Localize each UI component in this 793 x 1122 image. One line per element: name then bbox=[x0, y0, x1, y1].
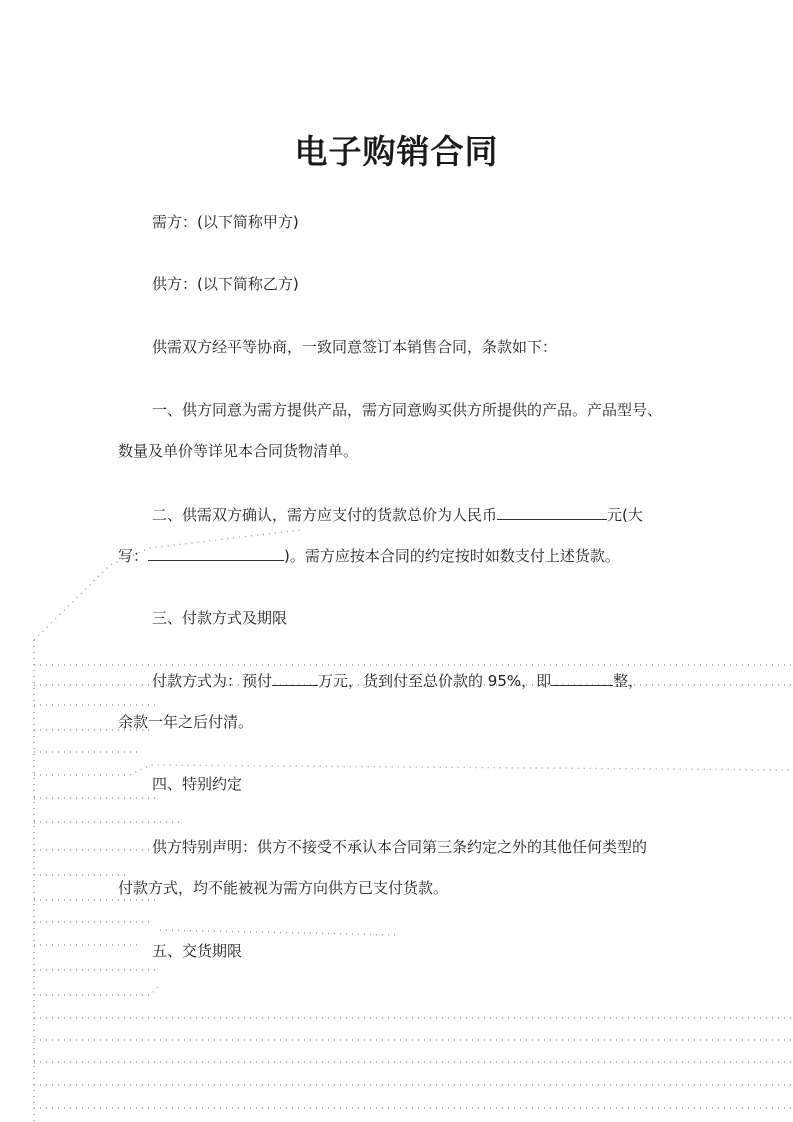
clause3-line1 bbox=[152, 670, 643, 692]
contract-title: 电子购销合同 bbox=[294, 132, 499, 171]
total-price-uppercase-blank[interactable] bbox=[148, 545, 284, 561]
payment-middle: 万元，货到付至总价款的 95%，即 bbox=[318, 672, 552, 690]
clause2-line1-suffix: 元(大 bbox=[607, 506, 643, 524]
clause2-line2-prefix: 写： bbox=[118, 547, 149, 565]
buyer-line: 需方：(以下简称甲方) bbox=[152, 213, 299, 231]
payment-amount-blank[interactable] bbox=[551, 670, 613, 686]
clause4-line1: 供方特别声明：供方不接受不承认本合同第三条约定之外的其他任何类型的 bbox=[152, 838, 648, 856]
clause1-line2: 数量及单价等详见本合同货物清单。 bbox=[118, 442, 359, 460]
clause4-line2: 付款方式，均不能被视为需方向供方已支付货款。 bbox=[118, 879, 449, 897]
prepay-amount-blank[interactable] bbox=[272, 670, 318, 686]
total-price-blank[interactable] bbox=[497, 504, 607, 520]
payment-suffix: 整， bbox=[613, 672, 644, 690]
clause3-heading: 三、付款方式及期限 bbox=[152, 609, 288, 627]
seller-line: 供方：(以下简称乙方) bbox=[152, 275, 299, 293]
clause2-line2 bbox=[118, 545, 620, 567]
payment-prefix: 付款方式为：预付 bbox=[152, 672, 273, 690]
clause2-line1-prefix: 二、供需双方确认，需方应支付的货款总价为人民币 bbox=[152, 506, 498, 524]
clause2-line1 bbox=[152, 504, 643, 526]
clause3-line2: 余款一年之后付清。 bbox=[118, 713, 254, 731]
clause2-line2-suffix: )。需方应按本合同的约定按时如数支付上述货款。 bbox=[284, 547, 620, 565]
intro-paragraph: 供需双方经平等协商，一致同意签订本销售合同，条款如下： bbox=[152, 338, 558, 356]
clause4-heading: 四、特别约定 bbox=[152, 775, 243, 793]
clause5-heading: 五、交货期限 bbox=[152, 942, 243, 960]
clause1-line1: 一、供方同意为需方提供产品，需方同意购买供方所提供的产品。产品型号、 bbox=[152, 401, 663, 419]
